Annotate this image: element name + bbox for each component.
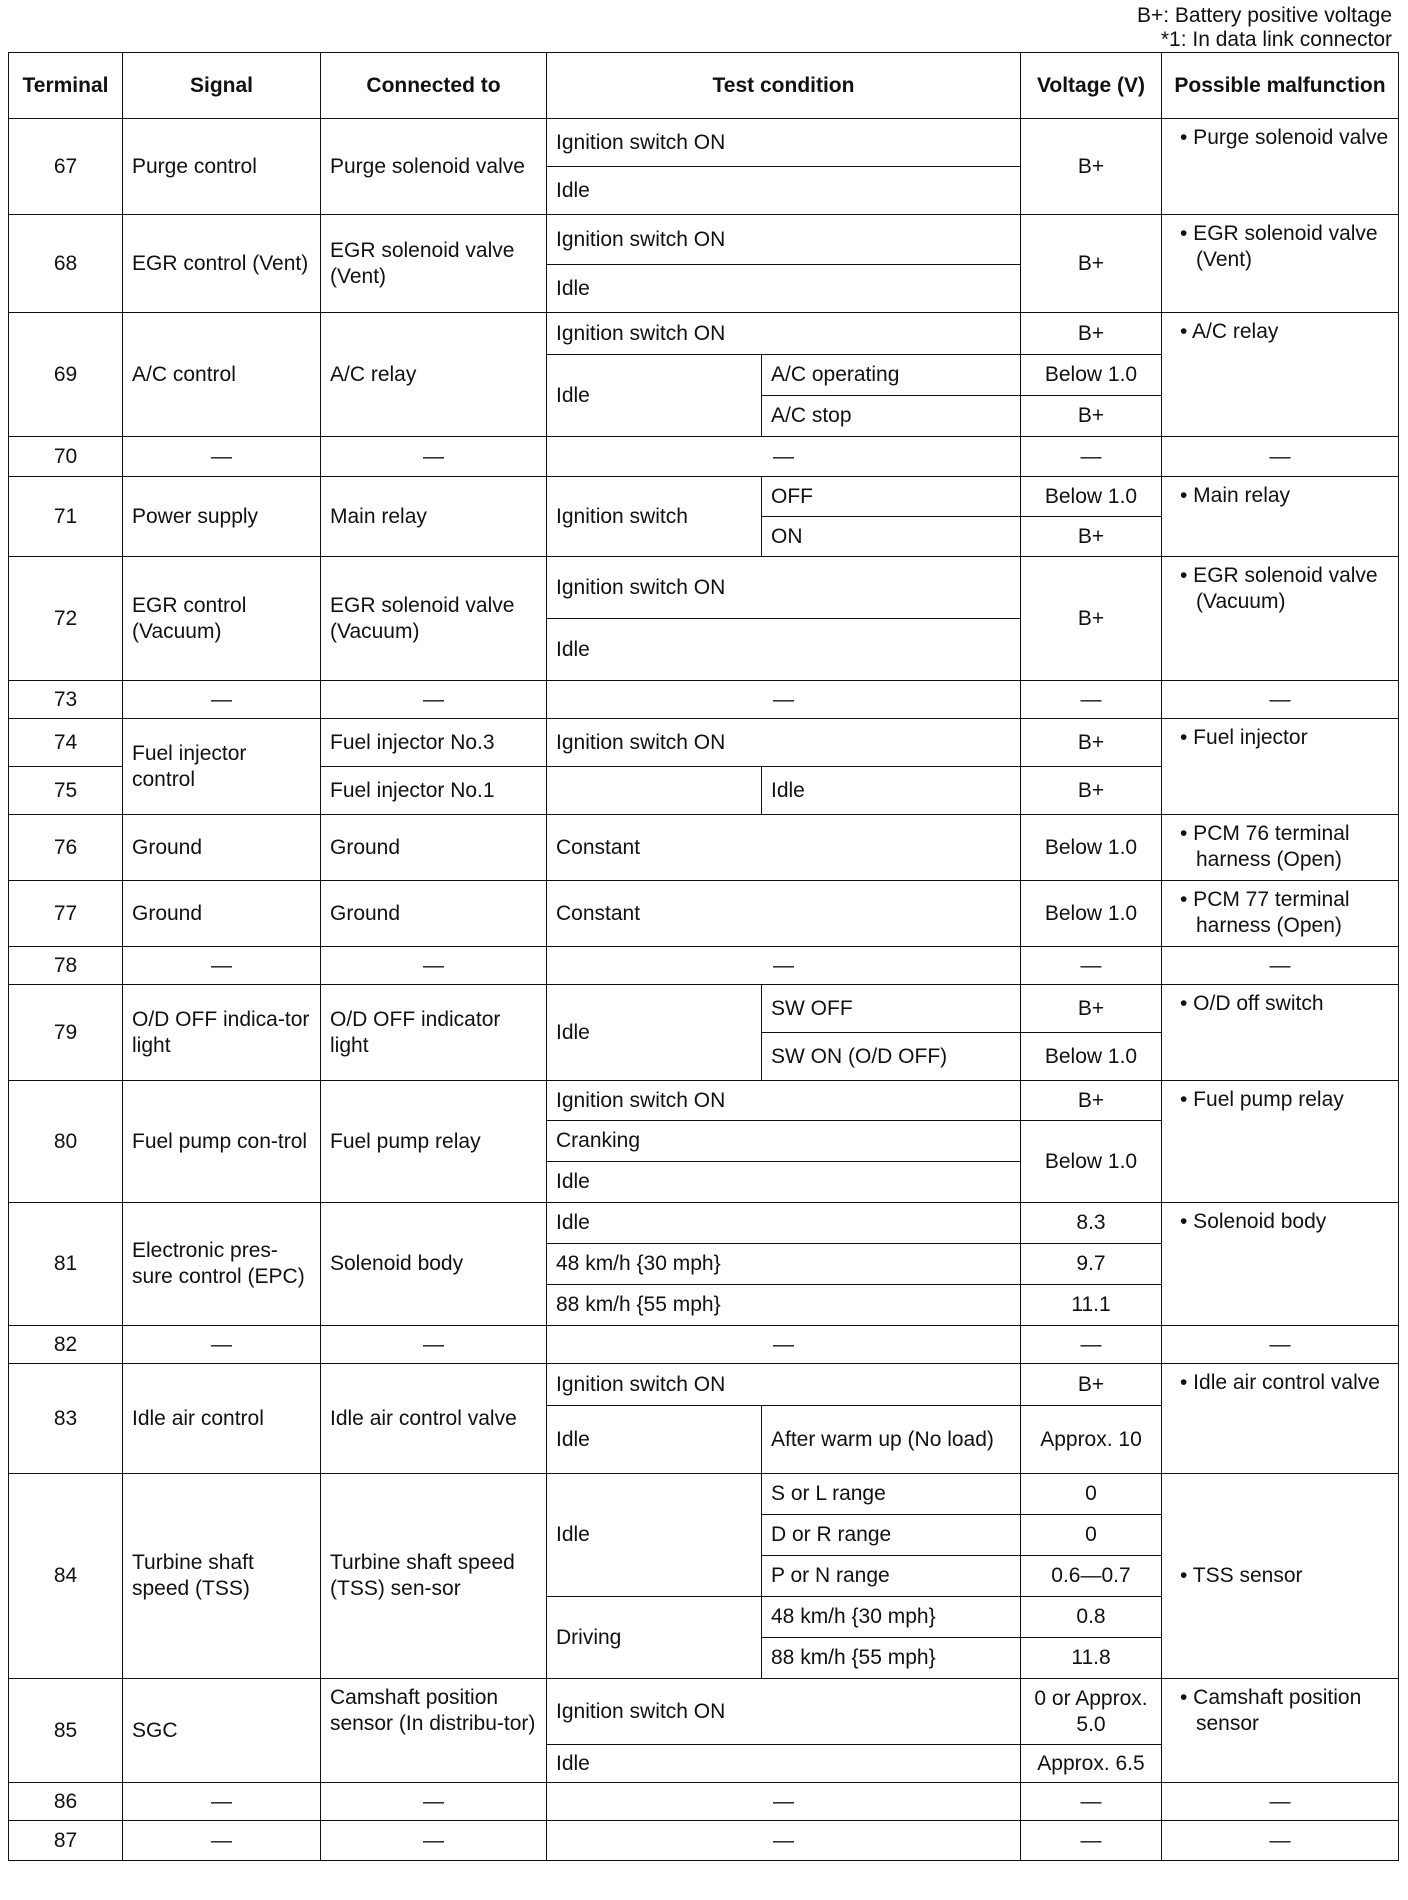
table-row <box>9 557 1399 619</box>
connected-cell: — <box>321 1326 547 1364</box>
connected-cell: EGR solenoid valve (Vacuum) <box>321 557 547 681</box>
terminal-cell: 70 <box>9 437 123 477</box>
malfunction-cell: • Solenoid body <box>1162 1203 1399 1326</box>
signal-cell: EGR control (Vacuum) <box>123 557 321 681</box>
signal-cell: — <box>123 1326 321 1364</box>
signal-cell: Electronic pres-sure control (EPC) <box>123 1203 321 1326</box>
terminal-cell: 81 <box>9 1203 123 1326</box>
voltage-cell: B+ <box>1021 396 1162 437</box>
condition-cell: Ignition switch ON <box>547 557 1021 619</box>
table-row <box>9 313 1399 355</box>
terminal-cell: 87 <box>9 1821 123 1861</box>
voltage-cell: Approx. 6.5 <box>1021 1745 1162 1783</box>
terminal-cell: 78 <box>9 947 123 985</box>
legend-b-plus: B+: Battery positive voltage <box>1136 4 1392 27</box>
terminal-cell: 76 <box>9 815 123 881</box>
condition-cell: Constant <box>547 881 1021 947</box>
table-row <box>9 119 1399 167</box>
malfunction-cell: • Main relay <box>1162 477 1399 557</box>
connected-cell: Fuel injector No.3 <box>321 719 547 767</box>
condition-cell: Idle <box>547 167 1021 215</box>
connected-cell: Fuel pump relay <box>321 1081 547 1203</box>
malfunction-cell: — <box>1162 681 1399 719</box>
subcondition-cell: Idle <box>762 767 1021 815</box>
connected-cell: Camshaft position sensor (In distribu-tor) <box>321 1679 547 1783</box>
table-row <box>9 1474 1399 1515</box>
subcondition-cell: ON <box>762 517 1021 557</box>
connected-cell: O/D OFF indicator light <box>321 985 547 1081</box>
terminal-cell: 73 <box>9 681 123 719</box>
voltage-cell: B+ <box>1021 557 1162 681</box>
header-voltage: Voltage (V) <box>1021 53 1162 119</box>
connected-cell: Purge solenoid valve <box>321 119 547 215</box>
voltage-cell: 8.3 <box>1021 1203 1162 1244</box>
subcondition-cell: 88 km/h {55 mph} <box>762 1638 1021 1679</box>
table-row <box>9 815 1399 881</box>
connected-cell: Turbine shaft speed (TSS) sen-sor <box>321 1474 547 1679</box>
terminal-cell: 77 <box>9 881 123 947</box>
voltage-cell: Below 1.0 <box>1021 355 1162 396</box>
condition-cell: — <box>547 681 1021 719</box>
malfunction-cell: • A/C relay <box>1162 313 1399 437</box>
signal-cell: SGC <box>123 1679 321 1783</box>
voltage-cell: B+ <box>1021 1081 1162 1121</box>
signal-cell: O/D OFF indica-tor light <box>123 985 321 1081</box>
condition-cell: Ignition switch <box>547 477 762 557</box>
terminal-cell: 67 <box>9 119 123 215</box>
condition-cell: Ignition switch ON <box>547 215 1021 265</box>
voltage-cell: 0.8 <box>1021 1597 1162 1638</box>
header-signal: Signal <box>123 53 321 119</box>
terminal-cell: 75 <box>9 767 123 815</box>
voltage-cell: B+ <box>1021 985 1162 1033</box>
table-row <box>9 1821 1399 1861</box>
condition-cell: — <box>547 947 1021 985</box>
table-row <box>9 1783 1399 1821</box>
condition-cell: — <box>547 1821 1021 1861</box>
table-row <box>9 437 1399 477</box>
subcondition-cell: A/C stop <box>762 396 1021 437</box>
condition-cell: Constant <box>547 815 1021 881</box>
voltage-cell: B+ <box>1021 215 1162 313</box>
voltage-cell: — <box>1021 681 1162 719</box>
header-malfunction: Possible malfunction <box>1162 53 1399 119</box>
table-row <box>9 947 1399 985</box>
signal-cell: — <box>123 1783 321 1821</box>
subcondition-cell: OFF <box>762 477 1021 517</box>
legend-footnote: *1: In data link connector <box>1160 28 1392 51</box>
condition-cell: Idle <box>547 1406 762 1474</box>
table-row <box>9 1203 1399 1244</box>
table-row <box>9 881 1399 947</box>
connected-cell: — <box>321 681 547 719</box>
condition-cell: Ignition switch ON <box>547 313 1021 355</box>
condition-cell: Idle <box>547 355 762 437</box>
terminal-cell: 71 <box>9 477 123 557</box>
terminal-cell: 74 <box>9 719 123 767</box>
table-row <box>9 477 1399 517</box>
malfunction-cell: • PCM 76 terminal harness (Open) <box>1162 815 1399 881</box>
subcondition-cell: S or L range <box>762 1474 1021 1515</box>
subcondition-cell: SW ON (O/D OFF) <box>762 1033 1021 1081</box>
voltage-cell: Below 1.0 <box>1021 1033 1162 1081</box>
subcondition-cell: P or N range <box>762 1556 1021 1597</box>
signal-cell: Ground <box>123 881 321 947</box>
signal-cell: — <box>123 437 321 477</box>
condition-cell: Driving <box>547 1597 762 1679</box>
connected-cell: — <box>321 1783 547 1821</box>
voltage-cell: B+ <box>1021 517 1162 557</box>
subcondition-cell: After warm up (No load) <box>762 1406 1021 1474</box>
condition-cell: Idle <box>547 1745 1021 1783</box>
terminal-cell: 86 <box>9 1783 123 1821</box>
voltage-cell: 0 <box>1021 1515 1162 1556</box>
condition-cell: Ignition switch ON <box>547 1081 1021 1121</box>
pcm-terminal-voltage-table <box>8 52 1399 1861</box>
signal-cell: Fuel pump con-trol <box>123 1081 321 1203</box>
connected-cell: — <box>321 437 547 477</box>
subcondition-cell: D or R range <box>762 1515 1021 1556</box>
voltage-cell: 0 or Approx. 5.0 <box>1021 1679 1162 1745</box>
legend-notes <box>1137 4 1392 52</box>
voltage-cell: Below 1.0 <box>1021 815 1162 881</box>
malfunction-cell: — <box>1162 1326 1399 1364</box>
condition-cell: Ignition switch ON <box>547 1679 1021 1745</box>
header-terminal: Terminal <box>9 53 123 119</box>
condition-cell: Ignition switch ON <box>547 719 1021 767</box>
voltage-cell: — <box>1021 437 1162 477</box>
connected-cell: Ground <box>321 815 547 881</box>
voltage-cell: B+ <box>1021 719 1162 767</box>
signal-cell: A/C control <box>123 313 321 437</box>
connected-cell: Ground <box>321 881 547 947</box>
voltage-cell: B+ <box>1021 313 1162 355</box>
connected-cell: — <box>321 947 547 985</box>
signal-cell: Turbine shaft speed (TSS) <box>123 1474 321 1679</box>
terminal-cell: 69 <box>9 313 123 437</box>
voltage-cell: 9.7 <box>1021 1244 1162 1285</box>
voltage-cell: — <box>1021 947 1162 985</box>
malfunction-cell: • O/D off switch <box>1162 985 1399 1081</box>
header-test-condition: Test condition <box>547 53 1021 119</box>
voltage-cell: B+ <box>1021 767 1162 815</box>
table-row <box>9 1679 1399 1745</box>
terminal-cell: 72 <box>9 557 123 681</box>
terminal-cell: 84 <box>9 1474 123 1679</box>
table-row <box>9 1081 1399 1121</box>
signal-cell: Ground <box>123 815 321 881</box>
voltage-cell: — <box>1021 1783 1162 1821</box>
condition-cell: Cranking <box>547 1121 1021 1162</box>
header-row <box>9 53 1399 119</box>
condition-cell: Idle <box>547 985 762 1081</box>
condition-cell: Ignition switch ON <box>547 1364 1021 1406</box>
voltage-cell: B+ <box>1021 119 1162 215</box>
malfunction-cell: • Fuel injector <box>1162 719 1399 815</box>
malfunction-cell: • PCM 77 terminal harness (Open) <box>1162 881 1399 947</box>
subcondition-cell: SW OFF <box>762 985 1021 1033</box>
signal-cell: — <box>123 681 321 719</box>
condition-cell: 88 km/h {55 mph} <box>547 1285 1021 1326</box>
condition-cell: Idle <box>547 619 1021 681</box>
connected-cell: EGR solenoid valve (Vent) <box>321 215 547 313</box>
malfunction-cell: • EGR solenoid valve (Vent) <box>1162 215 1399 313</box>
terminal-cell: 68 <box>9 215 123 313</box>
voltage-cell: 0 <box>1021 1474 1162 1515</box>
malfunction-cell: — <box>1162 437 1399 477</box>
malfunction-cell: • Fuel pump relay <box>1162 1081 1399 1203</box>
terminal-cell: 80 <box>9 1081 123 1203</box>
condition-cell: Idle <box>547 1162 1021 1203</box>
terminal-cell: 82 <box>9 1326 123 1364</box>
connected-cell: Idle air control valve <box>321 1364 547 1474</box>
signal-cell: Power supply <box>123 477 321 557</box>
connected-cell: Fuel injector No.1 <box>321 767 547 815</box>
condition-cell <box>547 767 762 815</box>
malfunction-cell: • EGR solenoid valve (Vacuum) <box>1162 557 1399 681</box>
condition-cell: Idle <box>547 265 1021 313</box>
voltage-cell: Below 1.0 <box>1021 881 1162 947</box>
connected-cell: — <box>321 1821 547 1861</box>
voltage-cell: — <box>1021 1326 1162 1364</box>
condition-cell: 48 km/h {30 mph} <box>547 1244 1021 1285</box>
voltage-cell: Approx. 10 <box>1021 1406 1162 1474</box>
table-row <box>9 1326 1399 1364</box>
table-row <box>9 985 1399 1033</box>
malfunction-cell: • Purge solenoid valve <box>1162 119 1399 215</box>
condition-cell: — <box>547 1783 1021 1821</box>
malfunction-cell: — <box>1162 947 1399 985</box>
connected-cell: A/C relay <box>321 313 547 437</box>
table-row <box>9 215 1399 265</box>
signal-cell: EGR control (Vent) <box>123 215 321 313</box>
table-row <box>9 719 1399 767</box>
terminal-cell: 79 <box>9 985 123 1081</box>
voltage-cell: 0.6—0.7 <box>1021 1556 1162 1597</box>
connected-cell: Main relay <box>321 477 547 557</box>
signal-cell: Fuel injector control <box>123 719 321 815</box>
voltage-cell: Below 1.0 <box>1021 477 1162 517</box>
signal-cell: Purge control <box>123 119 321 215</box>
malfunction-cell: — <box>1162 1821 1399 1861</box>
subcondition-cell: A/C operating <box>762 355 1021 396</box>
condition-cell: — <box>547 1326 1021 1364</box>
malfunction-cell: — <box>1162 1783 1399 1821</box>
table-row <box>9 1364 1399 1406</box>
voltage-cell: 11.1 <box>1021 1285 1162 1326</box>
terminal-cell: 83 <box>9 1364 123 1474</box>
condition-cell: Idle <box>547 1203 1021 1244</box>
malfunction-cell: • Camshaft position sensor <box>1162 1679 1399 1783</box>
terminal-cell: 85 <box>9 1679 123 1783</box>
voltage-cell: B+ <box>1021 1364 1162 1406</box>
condition-cell: — <box>547 437 1021 477</box>
malfunction-cell: • Idle air control valve <box>1162 1364 1399 1474</box>
connected-cell: Solenoid body <box>321 1203 547 1326</box>
table-row <box>9 681 1399 719</box>
signal-cell: — <box>123 947 321 985</box>
signal-cell: — <box>123 1821 321 1861</box>
malfunction-cell: • TSS sensor <box>1162 1474 1399 1679</box>
voltage-cell: 11.8 <box>1021 1638 1162 1679</box>
condition-cell: Idle <box>547 1474 762 1597</box>
subcondition-cell: 48 km/h {30 mph} <box>762 1597 1021 1638</box>
voltage-cell: Below 1.0 <box>1021 1121 1162 1203</box>
signal-cell: Idle air control <box>123 1364 321 1474</box>
voltage-cell: — <box>1021 1821 1162 1861</box>
condition-cell: Ignition switch ON <box>547 119 1021 167</box>
header-connected-to: Connected to <box>321 53 547 119</box>
